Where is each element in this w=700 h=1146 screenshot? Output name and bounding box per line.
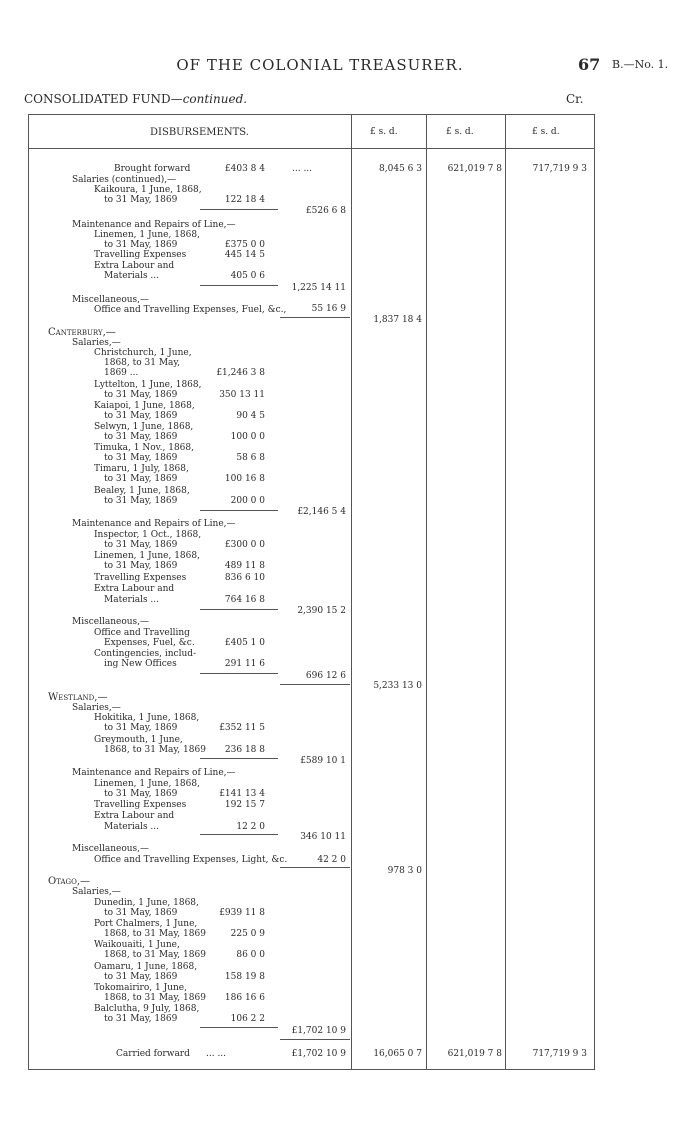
line-item: 1868, to 31 May, 1869 [104,929,206,939]
column-3-heading: £ s. d. [532,127,560,137]
section-heading: Salaries,— [72,887,121,897]
section-heading: Maintenance and Repairs of Line,— [72,220,236,230]
subtotal-rule [200,209,278,210]
item-amount: £352 11 5 [219,723,265,733]
line-item: to 31 May, 1869 [104,453,178,463]
item-amount: 100 16 8 [224,474,265,484]
subtotal-rule [200,609,278,610]
fund-continued: continued. [182,92,248,106]
item-amount: 106 2 2 [230,1014,265,1024]
line-item: Materials ... [104,822,160,832]
line-item: Christchurch, 1 June, [94,348,192,358]
carried-forward-col1: 16,065 0 7 [373,1049,422,1059]
line-item: Linemen, 1 June, 1868, [94,230,200,240]
page-number: 67 [578,55,601,74]
line-item: to 31 May, 1869 [104,1014,178,1024]
item-amount: 445 14 5 [224,250,265,260]
line-item: Extra Labour and [94,261,175,271]
line-item: to 31 May, 1869 [104,789,178,799]
column-divider-3 [505,114,506,1070]
line-item: Linemen, 1 June, 1868, [94,551,200,561]
subtotal-amount: 1,225 14 11 [291,283,346,293]
item-amount: 158 19 8 [224,972,265,982]
carried-forward-col3: 717,719 9 3 [532,1049,587,1059]
fund-title [24,92,247,106]
line-item: Materials ... [104,271,160,281]
line-item: Dunedin, 1 June, 1868, [94,898,199,908]
line-item: Balclutha, 9 July, 1868, [94,1004,200,1014]
item-amount: 12 2 0 [236,822,265,832]
line-item: 1868, to 31 May, [104,358,181,368]
item-amount: 122 18 4 [224,195,265,205]
item-amount: 350 13 11 [219,390,265,400]
item-amount: 236 18 8 [224,745,265,755]
carried-forward-rule [280,1039,350,1040]
table-left-border [28,114,29,1070]
line-item: Linemen, 1 June, 1868, [94,779,200,789]
line-item: Bealey, 1 June, 1868, [94,486,190,496]
line-item: to 31 May, 1869 [104,723,178,733]
subtotal-amount: 2,390 15 2 [297,606,346,616]
item-amount: £141 13 4 [219,789,265,799]
subtotal-rule [280,684,350,685]
line-item: Office and Travelling Expenses, Fuel, &c., [94,305,287,315]
section-heading: Salaries (continued),— [72,175,177,185]
line-item: Lyttelton, 1 June, 1868, [94,380,202,390]
carried-forward-sub: £1,702 10 9 [291,1049,346,1059]
province-total: 978 3 0 [387,866,422,876]
item-amount: 291 11 6 [224,659,265,669]
line-item: Timuka, 1 Nov., 1868, [94,443,194,453]
province-total: 1,837 18 4 [373,315,422,325]
line-item: Port Chalmers, 1 June, [94,919,198,929]
carried-forward-label: Carried forward [116,1049,190,1059]
section-heading: Miscellaneous,— [72,617,150,627]
line-item: Waikouaiti, 1 June, [94,940,180,950]
credit-side-label: Cr. [566,92,584,106]
line-item: Hokitika, 1 June, 1868, [94,713,200,723]
item-amount: £1,246 3 8 [216,368,265,378]
column-divider-1 [351,114,352,1070]
subtotal-amount: £1,702 10 9 [291,1026,346,1036]
page-title: OF THE COLONIAL TREASURER. [176,56,464,74]
item-amount: 764 16 8 [224,595,265,605]
item-amount: £375 0 0 [224,240,265,250]
document-reference: B.—No. 1. [612,58,669,71]
line-item: 1868, to 31 May, 1869 [104,993,206,1003]
subtotal-amount: £589 10 1 [300,756,346,766]
subtotal-rule [200,673,278,674]
section-heading: Miscellaneous,— [72,295,150,305]
subtotal-rule [200,758,278,759]
line-item: Office and Travelling Expenses, Light, &c. [94,855,288,865]
line-item: Timaru, 1 July, 1868, [94,464,189,474]
subtotal-amount: 55 16 9 [311,304,346,314]
subtotal-rule [200,1027,278,1028]
line-item: Expenses, Fuel, &c. [104,638,195,648]
line-item: Extra Labour and [94,584,175,594]
subtotal-amount: 696 12 6 [305,671,346,681]
section-heading: Maintenance and Repairs of Line,— [72,519,236,529]
section-heading: Salaries,— [72,703,121,713]
item-amount: 200 0 0 [230,496,265,506]
province-heading: Westland,— [48,692,108,703]
item-amount: 86 0 0 [236,950,265,960]
line-item: to 31 May, 1869 [104,432,178,442]
line-item: 1868, to 31 May, 1869 [104,745,206,755]
line-item: to 31 May, 1869 [104,474,178,484]
brought-forward-label: Brought forward [114,164,191,174]
item-amount: 100 0 0 [230,432,265,442]
table-header-border [28,148,594,149]
item-amount: £405 1 0 [224,638,265,648]
fund-name: CONSOLIDATED FUND— [24,92,183,106]
carried-forward-col2: 621,019 7 8 [447,1049,502,1059]
subtotal-rule [280,317,350,318]
line-item: Office and Travelling [94,628,190,638]
item-amount: 489 11 8 [224,561,265,571]
item-amount: 90 4 5 [236,411,265,421]
line-item: to 31 May, 1869 [104,972,178,982]
line-item: Extra Labour and [94,811,175,821]
item-amount: £939 11 8 [219,908,265,918]
column-divider-2 [426,114,427,1070]
carried-forward-dots: ... ... [206,1049,227,1059]
line-item: to 31 May, 1869 [104,908,178,918]
line-item: Kaiapoi, 1 June, 1868, [94,401,195,411]
subtotal-rule [200,834,278,835]
section-heading: Miscellaneous,— [72,844,150,854]
column-1-heading: £ s. d. [370,127,398,137]
line-item: Travelling Expenses [94,800,187,810]
section-heading: Salaries,— [72,338,121,348]
line-item: to 31 May, 1869 [104,496,178,506]
line-item: Contingencies, includ- [94,649,197,659]
column-2-heading: £ s. d. [446,127,474,137]
province-total: 5,233 13 0 [373,681,422,691]
line-item: Travelling Expenses [94,573,187,583]
line-item: to 31 May, 1869 [104,540,178,550]
brought-forward-sub: £403 8 4 [224,164,265,174]
line-item: Travelling Expenses [94,250,187,260]
line-item: Kaikoura, 1 June, 1868, [94,185,202,195]
line-item: to 31 May, 1869 [104,411,178,421]
table-top-border [28,114,594,115]
brought-forward-col2: 621,019 7 8 [447,164,502,174]
brought-forward-dots: ... ... [292,164,313,174]
line-item: to 31 May, 1869 [104,240,178,250]
subtotal-rule [200,285,278,286]
table-bottom-border [28,1069,594,1070]
item-amount: 405 0 6 [230,271,265,281]
subtotal-amount: 42 2 0 [317,855,346,865]
province-heading: Canterbury,— [48,327,116,338]
item-amount: 58 6 8 [236,453,265,463]
item-amount: 192 15 7 [224,800,265,810]
line-item: Materials ... [104,595,160,605]
line-item: Selwyn, 1 June, 1868, [94,422,194,432]
line-item: to 31 May, 1869 [104,561,178,571]
item-amount: 186 16 6 [224,993,265,1003]
item-amount: 836 6 10 [224,573,265,583]
item-amount: £300 0 0 [224,540,265,550]
subtotal-rule [280,867,350,868]
line-item: 1869 ... [104,368,139,378]
brought-forward-col1: 8,045 6 3 [379,164,422,174]
section-heading: Maintenance and Repairs of Line,— [72,768,236,778]
disbursements-heading: DISBURSEMENTS. [150,127,249,138]
brought-forward-col3: 717,719 9 3 [532,164,587,174]
line-item: to 31 May, 1869 [104,195,178,205]
subtotal-amount: 346 10 11 [300,832,346,842]
subtotal-amount: £2,146 5 4 [297,507,346,517]
item-amount: 225 0 9 [230,929,265,939]
line-item: to 31 May, 1869 [104,390,178,400]
line-item: ing New Offices [104,659,177,669]
line-item: Greymouth, 1 June, [94,735,183,745]
subtotal-amount: £526 6 8 [305,206,346,216]
subtotal-rule [200,510,278,511]
line-item: 1868, to 31 May, 1869 [104,950,206,960]
line-item: Tokomairiro, 1 June, [94,983,187,993]
table-right-border [594,114,595,1070]
line-item: Oamaru, 1 June, 1868, [94,962,198,972]
province-heading: Otago,— [48,876,91,887]
line-item: Inspector, 1 Oct., 1868, [94,530,202,540]
